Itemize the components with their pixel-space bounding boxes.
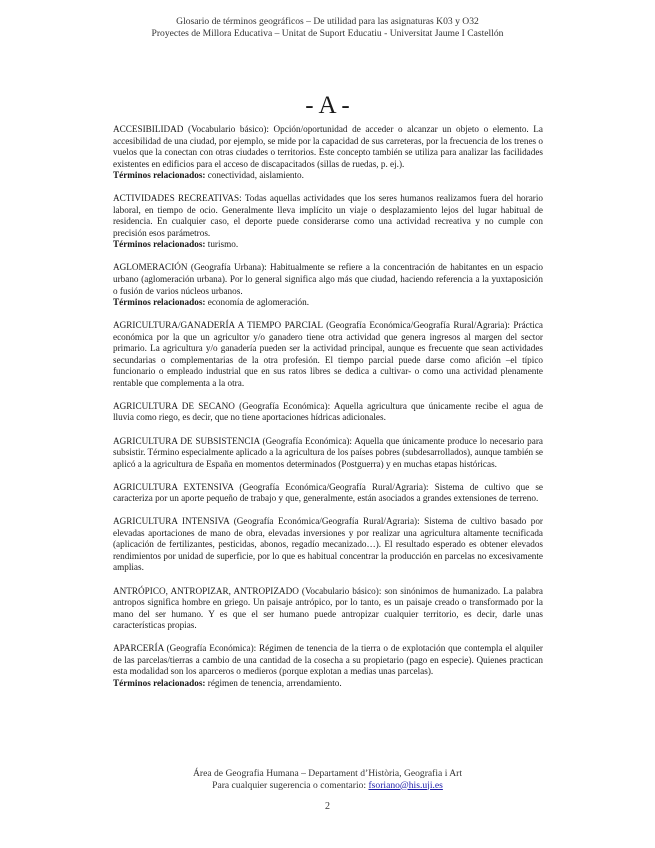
related-terms [113, 170, 543, 182]
entry-text: ACTIVIDADES RECREATIVAS: Todas aquellas actividades que los seres humanos realizamos fuera del horario laboral, en tiempo de ocio. Generalmente lleva implícito un viaje o desplazamiento lejos del lugar habitual de residencia. En cualquier caso, el deporte puede considerarse como una actividad recreativa y no cumple con precisión esos parámetros. [113, 193, 543, 238]
glossary-entry [113, 482, 543, 505]
entry-text: AGRICULTURA EXTENSIVA (Geografía Económica/Geografía Rural/Agraria): Sistema de cultivo que se caracteriza por un aporte pequeño de trabajo y que, generalmente, están asociados a grandes extensiones de terreno. [113, 481, 543, 504]
glossary-entry [113, 193, 543, 251]
glossary-entries [113, 124, 543, 701]
glossary-entry [113, 436, 543, 471]
footer-contact-text: Para cualquier sugerencia o comentario: [212, 779, 367, 791]
related-values: turismo. [207, 239, 239, 250]
page-footer [0, 768, 655, 791]
header-line-1: Glosario de términos geográficos – De utilidad para las asignaturas K03 y O32 [176, 16, 479, 27]
footer-line-2 [0, 780, 655, 792]
related-values: economía de aglomeración. [207, 297, 310, 308]
glossary-entry [113, 320, 543, 389]
related-label: Términos relacionados: [113, 239, 206, 250]
related-label: Términos relacionados: [113, 297, 206, 308]
entry-text: ACCESIBILIDAD (Vocabulario básico): Opción/oportunidad de acceder o alcanzar un objeto o elemento. La accesibilidad de una ciudad, por ejemplo, se mide por la capacidad de sus carreteras, por la frecuencia de los trenes o vuelos que la conectan con otras ciudades o territorios. Este concepto también se utiliza para analizar las facilidades existentes en edificios para el acceso de discapacitados (sillas de ruedas, p. ej.). [113, 124, 543, 169]
entry-text: ANTRÓPICO, ANTROPIZAR, ANTROPIZADO (Vocabulario básico): son sinónimos de humanizado. La palabra antropos significa hombre en griego. Un paisaje antrópico, por lo tanto, es un paisaje creado o transformado por la mano del ser humano. Y es que el ser humano puede antropizar cualquier territorio, es decir, darle unas características propias. [113, 585, 543, 631]
page-number: 2 [325, 801, 330, 812]
glossary-entry [113, 516, 543, 574]
entry-text: AGRICULTURA DE SUBSISTENCIA (Geografía Económica): Aquella que únicamente produce lo necesario para subsistir. Término especialmente aplicado a la agricultura de los países pobres (subdesarrollados), aunque también se aplicó a la agricultura de España en momentos determinados (Postguerra) y en muchas etapas históricas. [113, 435, 543, 469]
entry-text: AGRICULTURA DE SECANO (Geografía Económica): Aquella agricultura que únicamente recibe el agua de lluvia como riego, es decir, que no tiene aportaciones hídricas adicionales. [113, 400, 543, 423]
glossary-entry [113, 643, 543, 689]
footer-line-1: Área de Geografia Humana – Departament d’Història, Geografia i Art [192, 768, 463, 779]
related-label: Términos relacionados: [113, 170, 206, 181]
entry-text: AGRICULTURA INTENSIVA (Geografía Económica/Geografía Rural/Agraria): Sistema de cultivo basado por elevadas aportaciones de mano de obra, elevadas inversiones y por realizar una agricultura altamente tecnificada (aplicación de fertilizantes, pesticidas, abonos, regadío mecanizado…). El resultado esperado es obtener elevados rendimientos por unidad de superficie, por lo que es habitual concentrar la producción en parcelas no excesivamente amplias. [113, 516, 543, 573]
entry-text: AGRICULTURA/GANADERÍA A TIEMPO PARCIAL (Geografía Económica/Geografía Rural/Agraria): Práctica económica por la que un agricultor y/o ganadero tiene otra actividad que genera ingresos al margen del sector primario. La agricultura y/o ganadería pueden ser la actividad principal, aunque es frecuente que sean actividades secundarias o complementarias de la otra profesión. El tiempo parcial puede darse como afición –el típico funcionario o empleado industrial que en sus ratos libres se dedica a cultivar- o como una actividad plenamente rentable que complementa a la otra. [113, 320, 543, 388]
related-terms [113, 297, 543, 309]
glossary-entry [113, 401, 543, 424]
related-terms [113, 678, 543, 690]
glossary-entry [113, 124, 543, 182]
related-values: régimen de tenencia, arrendamiento. [207, 677, 342, 688]
related-terms [113, 239, 543, 251]
related-values: conectividad, aislamiento. [207, 170, 304, 181]
glossary-entry [113, 586, 543, 632]
entry-text: APARCERÍA (Geografía Económica): Régimen de tenencia de la tierra o de explotación que contempla el alquiler de las parcelas/tierras a cambio de una cantidad de la cosecha a su propietario (pago en especie). Quienes practican esta modalidad son los aparceros o medieros (porque explotan a medias unas parcelas). [113, 643, 543, 677]
section-letter: - A - [305, 92, 350, 119]
page-header [0, 16, 655, 39]
glossary-entry [113, 262, 543, 308]
related-label: Términos relacionados: [113, 677, 206, 688]
header-line-2: Proyectes de Millora Educativa – Unitat de Suport Educatiu - Universitat Jaume I Castellón [151, 27, 504, 39]
entry-text: AGLOMERACIÓN (Geografía Urbana): Habitualmente se refiere a la concentración de habitantes en un espacio urbano (aglomeración urbana). Por lo general significa algo más que ciudad, haciendo referencia a la yuxtaposición o fusión de varios núcleos urbanos. [113, 262, 543, 296]
contact-email-link[interactable]: fsoriano@his.uji.es [368, 779, 443, 791]
